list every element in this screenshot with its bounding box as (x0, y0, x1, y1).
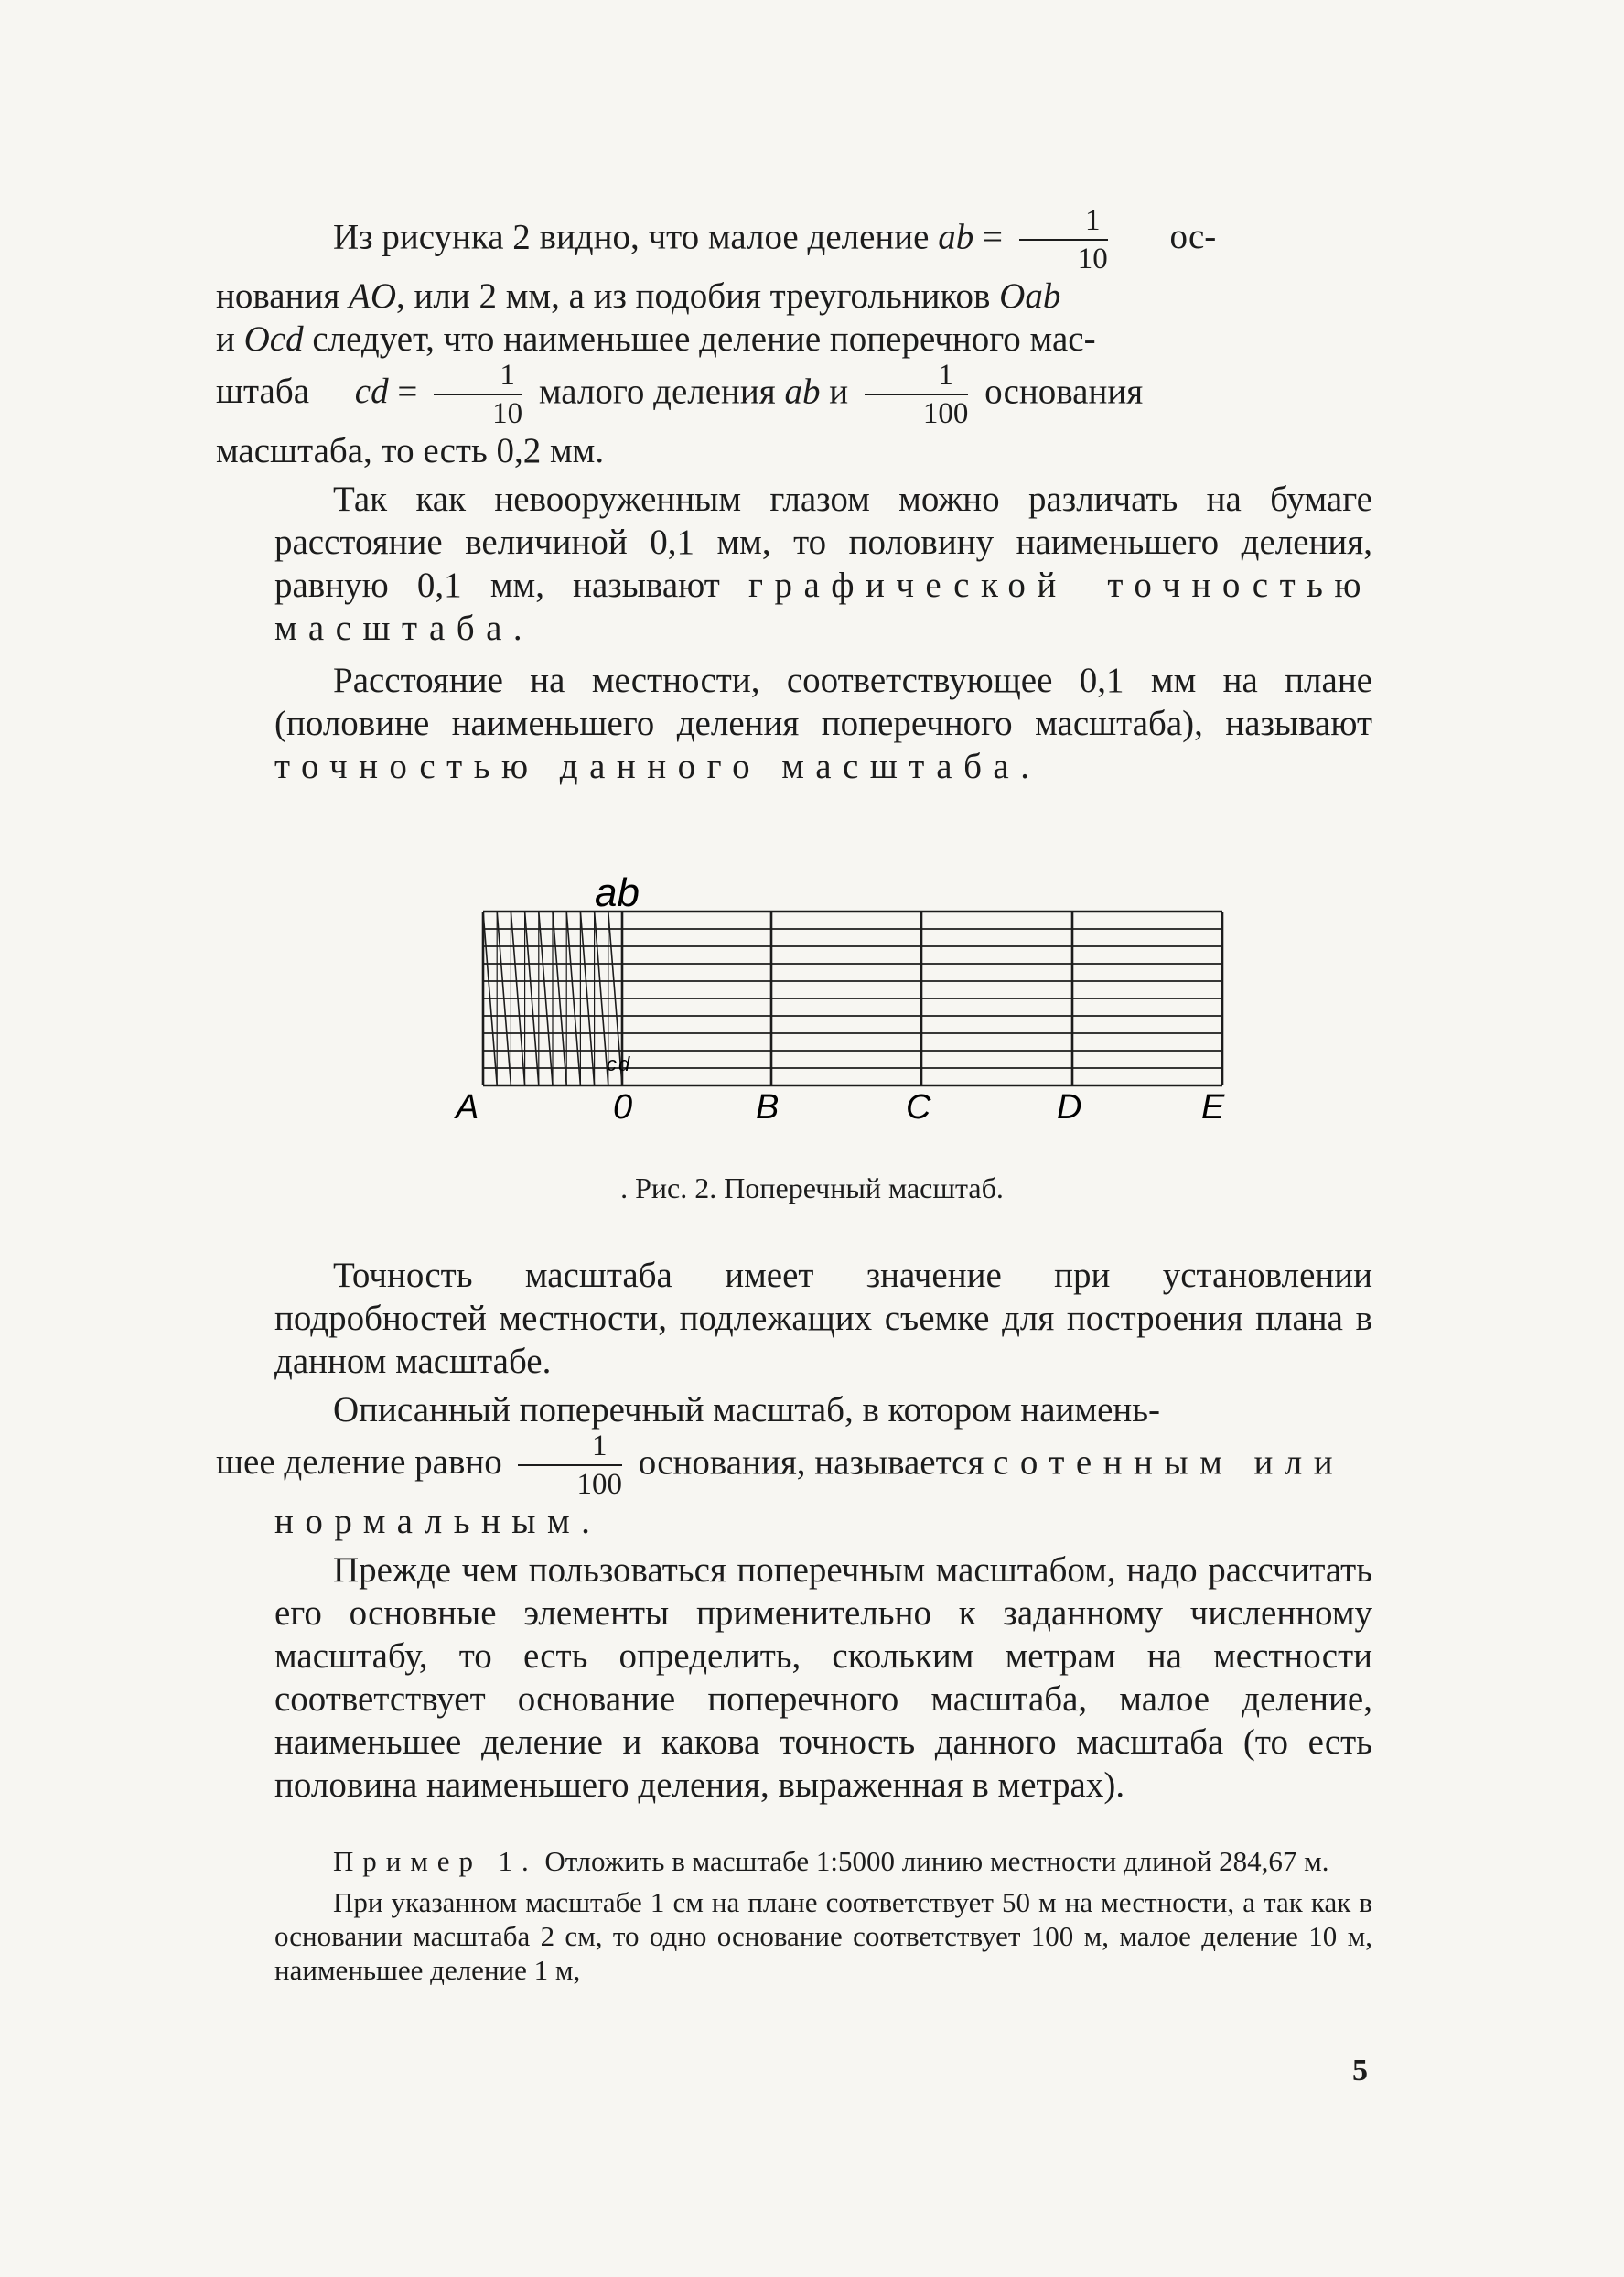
text: = (973, 217, 1012, 257)
label-ab: ab (595, 870, 640, 915)
spaced-term: графической точностью масштаба (274, 566, 1372, 648)
paragraph-5 (216, 1388, 1372, 1543)
text: нования (216, 276, 350, 316)
text: и (820, 372, 857, 412)
text: Так как невооруженным глазом можно различать на бумаге расстояние величиной 0,1 мм, то половину наименьшего деления, равную 0,1 мм, называют (274, 480, 1372, 605)
fraction-numerator: 1 (865, 361, 969, 395)
text: Отложить в масштабе 1:5000 линию местности длиной 284,67 м. (537, 1845, 1329, 1877)
formula-var: ab (938, 217, 974, 257)
text: штаба (216, 372, 318, 412)
paragraph-4: Точность масштаба имеет значение при установлении подробностей местности, подлежащих съемке для построения плана в данном масштабе. (274, 1256, 1372, 1381)
text: малого деления (530, 372, 785, 412)
scale-grid (483, 912, 1222, 1085)
formula-var: Ocd (243, 319, 304, 359)
point-label-C: C (906, 1088, 931, 1127)
fraction-numerator: 1 (518, 1431, 622, 1466)
point-label-0: 0 (613, 1088, 633, 1127)
text: , или 2 мм, а из подобия треугольников (396, 276, 1000, 316)
formula-var: ab (784, 372, 821, 412)
text: масштаба, то есть 0,2 мм. (216, 431, 605, 470)
fraction (518, 1431, 622, 1500)
text: следует, что наименьшее деление поперечного мас- (303, 319, 1096, 359)
fraction-denominator: 100 (576, 1468, 622, 1501)
page-number: 5 (1352, 2054, 1368, 2088)
spaced-term: сотенным или нормальным (274, 1442, 1345, 1541)
point-label-B: B (756, 1088, 780, 1127)
fraction-numerator: 1 (434, 361, 522, 395)
text: и (216, 319, 244, 359)
point-label-A: A (456, 1088, 479, 1127)
paragraph-6: Прежде чем пользоваться поперечным масштабом, надо рассчитать его основные элементы применительно к заданному численному масштабу, то есть определить, скольким метрам на местности соответствует основание поперечного масштаба, малое деление, наименьшее деление и какова точность данного масштаба (то есть половина наименьшего деления, выраженная в метрах). (274, 1550, 1372, 1805)
text: основания, называется (629, 1442, 994, 1483)
fraction-numerator: 1 (1019, 206, 1108, 241)
example-paragraph: При указанном масштабе 1 см на плане соответствует 50 м на местности, а так как в основании масштаба 2 см, то одно основание соответствует 100 м, малое деление 10 м, наименьшее деление 1 м, (274, 1886, 1372, 1986)
text: . (512, 609, 522, 648)
example-label: Пример 1. (333, 1845, 538, 1877)
example-title (274, 1844, 1372, 1878)
figure-caption: . Рис. 2. Поперечный масштаб. (620, 1171, 1004, 1204)
text: ос- (1160, 217, 1217, 257)
text: = (388, 372, 427, 412)
text: Расстояние на местности, соответствующее 0,1 мм на плане (половине наименьшего деления поперечного масштаба), называют (274, 661, 1372, 743)
fraction-denominator: 10 (1077, 243, 1108, 275)
fraction-denominator: 100 (922, 397, 969, 430)
text: шее деление равно (216, 1442, 511, 1483)
point-label-E: E (1201, 1088, 1225, 1127)
example-block (274, 1844, 1372, 1987)
formula-var: AO (349, 276, 397, 316)
formula-var: Oab (999, 276, 1061, 316)
text-block-bottom (216, 1254, 1372, 1807)
fraction-denominator: 10 (492, 397, 523, 430)
spaced-term: точностью данного масштаба (274, 747, 1021, 786)
label-c: c (607, 1052, 617, 1075)
point-label-D: D (1057, 1088, 1082, 1127)
text: Описанный поперечный масштаб, в котором наимень- (333, 1390, 1161, 1430)
label-d: d (618, 1052, 630, 1075)
formula-var: cd (354, 372, 389, 412)
text: основания (975, 372, 1144, 412)
text: Из рисунка 2 видно, что малое деление (333, 217, 939, 257)
text: . (581, 1502, 590, 1541)
text: . (1020, 747, 1029, 786)
